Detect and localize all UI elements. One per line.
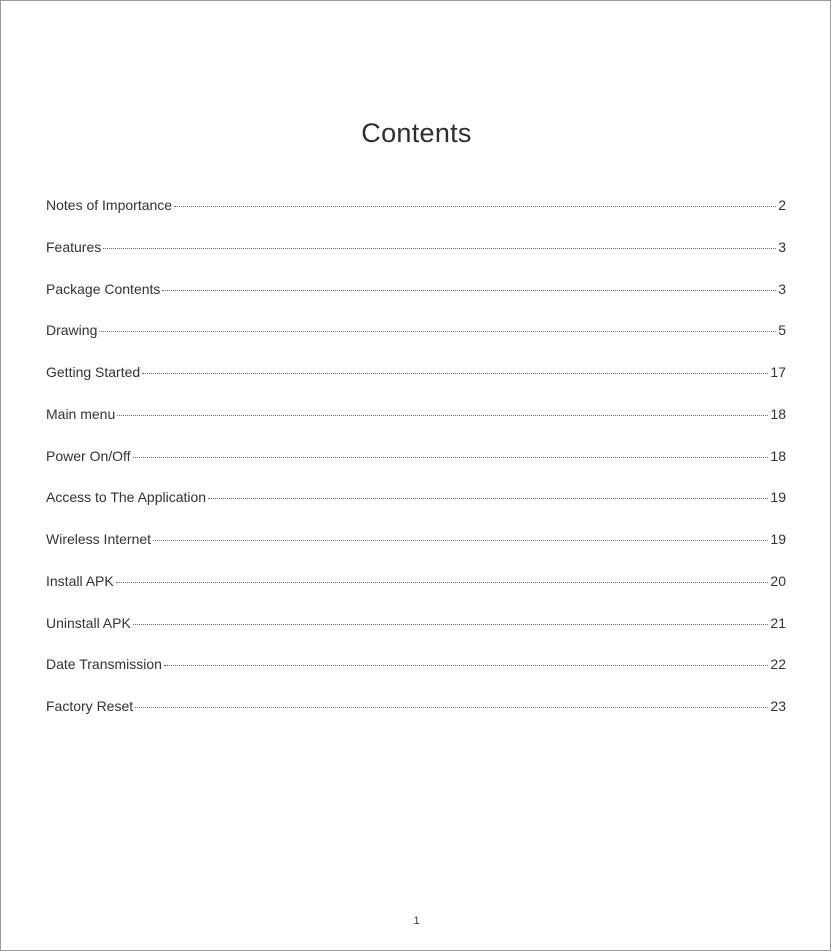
dot-leader: [135, 707, 768, 708]
dot-leader: [133, 457, 769, 458]
toc-entry-page: 2: [778, 197, 786, 213]
toc-entry-page: 17: [770, 364, 786, 380]
toc-entry-label: Factory Reset: [46, 698, 134, 714]
dot-leader: [153, 540, 768, 541]
toc-entry[interactable]: [46, 281, 786, 323]
toc-entry-page: 18: [770, 405, 786, 422]
toc-entry-page: 22: [770, 656, 786, 673]
toc-entry-label: Date Transmission: [46, 656, 162, 673]
toc-entry-label: Getting Started: [46, 364, 141, 380]
dot-leader: [133, 624, 769, 625]
dot-leader: [208, 498, 768, 499]
toc-entry-page: 19: [770, 531, 786, 547]
toc-entry-label: Notes of Importance: [46, 197, 173, 213]
toc-entry-label: Power On/Off: [46, 447, 131, 464]
toc-entry-page: 20: [770, 572, 786, 589]
dot-leader: [162, 290, 776, 291]
toc-entry[interactable]: [46, 698, 786, 740]
dot-leader: [103, 248, 776, 249]
page-title: Contents: [361, 118, 472, 148]
toc-entry[interactable]: [46, 197, 786, 239]
dot-leader: [174, 206, 776, 207]
toc-entry-label: Wireless Internet: [46, 531, 152, 547]
toc-entry[interactable]: [46, 531, 786, 573]
toc-entry-page: 21: [770, 614, 786, 631]
page-number: 1: [413, 915, 420, 927]
dot-leader: [99, 331, 776, 332]
toc-entry-label: Install APK: [46, 572, 114, 589]
toc-entry-page: 3: [778, 238, 786, 255]
toc-entry[interactable]: [46, 364, 786, 406]
toc-entry-label: Main menu: [46, 405, 116, 422]
table-of-contents: [46, 197, 786, 740]
toc-entry[interactable]: [46, 322, 786, 364]
toc-entry[interactable]: [46, 615, 786, 657]
toc-entry-label: Features: [46, 238, 102, 255]
toc-entry[interactable]: [46, 489, 786, 531]
toc-entry-page: 5: [778, 322, 786, 339]
toc-entry[interactable]: [46, 239, 786, 281]
toc-entry-label: Uninstall APK: [46, 614, 131, 631]
toc-entry-label: Access to The Application: [46, 489, 207, 506]
toc-entry[interactable]: [46, 448, 786, 490]
toc-entry-page: 3: [778, 280, 786, 297]
toc-entry-page: 19: [770, 489, 786, 506]
toc-entry[interactable]: [46, 573, 786, 615]
toc-entry[interactable]: [46, 656, 786, 698]
dot-leader: [164, 665, 768, 666]
toc-entry[interactable]: [46, 406, 786, 448]
toc-entry-label: Drawing: [46, 322, 98, 339]
toc-entry-page: 18: [770, 447, 786, 464]
toc-entry-page: 23: [770, 698, 786, 714]
dot-leader: [142, 373, 768, 374]
dot-leader: [116, 582, 769, 583]
dot-leader: [117, 415, 768, 416]
toc-entry-label: Package Contents: [46, 280, 161, 297]
